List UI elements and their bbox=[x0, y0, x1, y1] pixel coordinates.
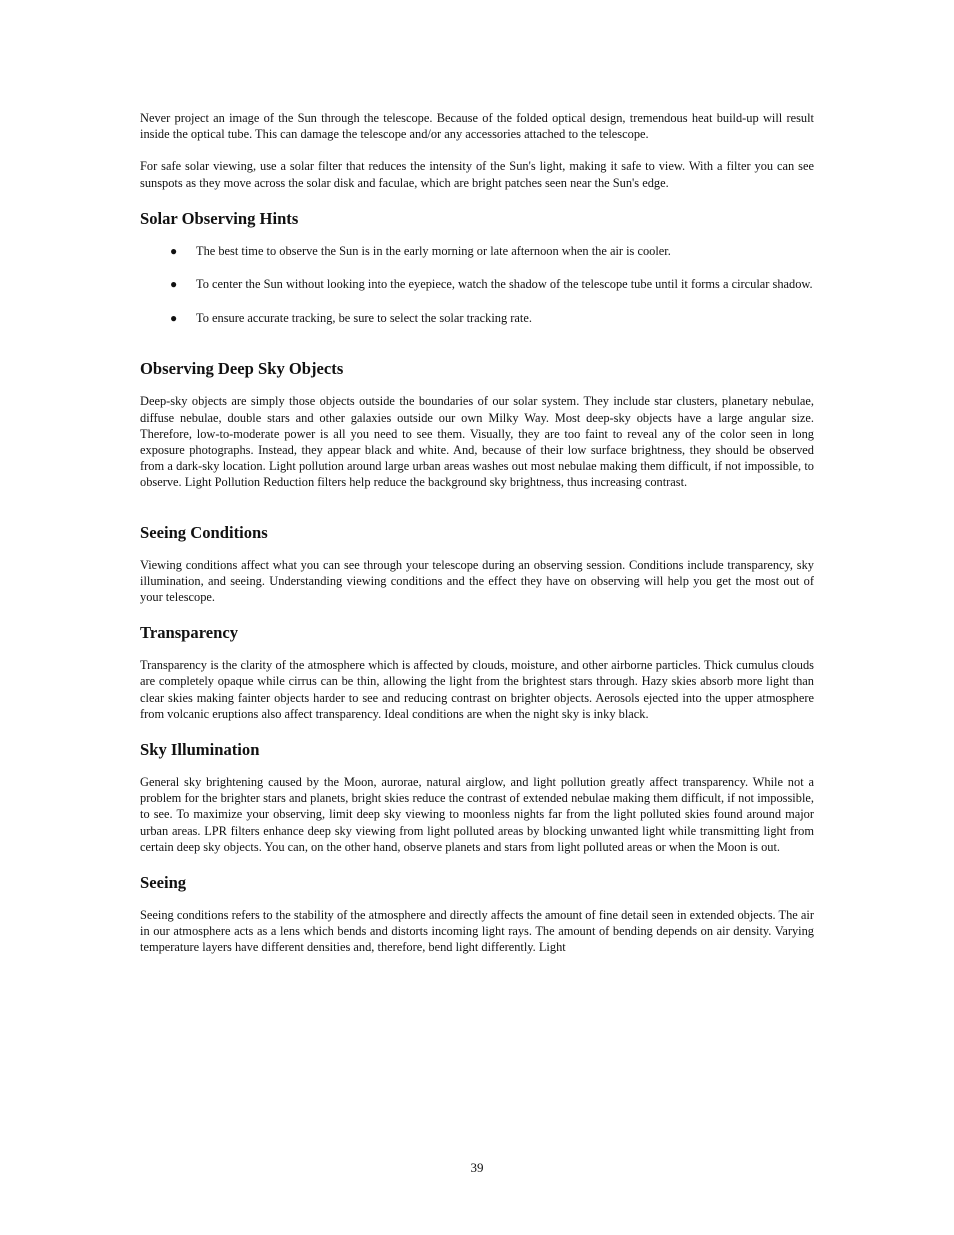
intro-paragraph-1: Never project an image of the Sun through the telescope. Because of the folded optical design, tremendous heat build-up will result inside the optical tube. This can damage the telescope and/or any accessories attached to the telescope. bbox=[140, 111, 814, 142]
seeing-paragraph: Seeing conditions refers to the stability of the atmosphere and directly affects the amount of fine detail seen in extended objects. The air in our atmosphere acts as a lens which bends and distorts incoming light rays. The amount of bending depends on air density. Varying temperature layers have different densities and, therefore, bend light differently. Light bbox=[140, 908, 814, 955]
list-item: ● The best time to observe the Sun is in the early morning or late afternoon when the air is cooler. bbox=[170, 243, 671, 258]
seeing-conditions-paragraph: Viewing conditions affect what you can see through your telescope during an observing session. Conditions include transparency, sky illumination, and seeing. Understanding viewing conditions and the effect they have on observing will help you get the most out of your telescope. bbox=[140, 557, 814, 605]
deep-sky-paragraph: Deep-sky objects are simply those objects outside the boundaries of our solar system. They include star clusters, planetary nebulae, diffuse nebulae, double stars and other galaxies outside our own Milky Way. Most deep-sky objects have a large angular size. Therefore, low-to-moderate power is all you need to see them. Visually, they are too faint to reveal any of the color seen in long exposure photographs. Instead, they appear black and white. And, because of their low surface brightness, they should be observed from a dark-sky location. Light pollution around large urban areas washes out most nebulae making them difficult, if not impossible, to observe. Light Pollution Reduction filters help reduce the background sky brightness, thus increasing contrast. bbox=[140, 394, 814, 490]
page-number: 39 bbox=[470, 1160, 484, 1175]
bullet-icon: ● bbox=[170, 277, 178, 292]
intro-paragraph-2: For safe solar viewing, use a solar filter that reduces the intensity of the Sun's light, making it safe to view. With a filter you can see sunspots as they move across the solar disk and faculae, which are bright patches seen near the Sun's edge. bbox=[140, 159, 814, 190]
bullet-icon: ● bbox=[170, 311, 178, 326]
sky-illumination-heading: Sky Illumination bbox=[140, 740, 260, 760]
transparency-paragraph: Transparency is the clarity of the atmosphere which is affected by clouds, moisture, and other airborne particles. Thick cumulus clouds are completely opaque while cirrus can be thin, allowing the light from the brightest stars through. Hazy skies absorb more light than clear skies making fainter objects harder to see and reducing contrast on brighter objects. Aerosols ejected into the upper atmosphere from volcanic eruptions also affect transparency. Ideal conditions are when the night sky is inky black. bbox=[140, 658, 814, 721]
solar-hints-list bbox=[140, 243, 814, 327]
transparency-heading: Transparency bbox=[140, 623, 239, 643]
document-page bbox=[140, 110, 814, 956]
solar-hints-heading: Solar Observing Hints bbox=[140, 208, 299, 228]
list-item: ● To center the Sun without looking into the eyepiece, watch the shadow of the telescope tube until it forms a circular shadow. bbox=[170, 277, 813, 292]
deep-sky-heading: Observing Deep Sky Objects bbox=[140, 359, 344, 379]
sky-illumination-paragraph: General sky brightening caused by the Moon, aurorae, natural airglow, and light pollution greatly affect transparency. While not a problem for the brighter stars and planets, bright skies reduce the contrast of extended nebulae making them difficult, if not impossible, to see. To maximize your observing, limit deep sky viewing to moonless nights far from the light polluted skies found around major urban areas. LPR filters enhance deep sky viewing from light polluted areas by blocking unwanted light while transmitting light from certain deep sky objects. You can, on the other hand, observe planets and stars from light polluted areas or when the Moon is out. bbox=[140, 775, 814, 854]
seeing-conditions-heading: Seeing Conditions bbox=[140, 522, 268, 542]
list-item: ● To ensure accurate tracking, be sure to select the solar tracking rate. bbox=[170, 311, 532, 326]
seeing-heading: Seeing bbox=[140, 873, 187, 893]
bullet-icon: ● bbox=[170, 243, 178, 258]
